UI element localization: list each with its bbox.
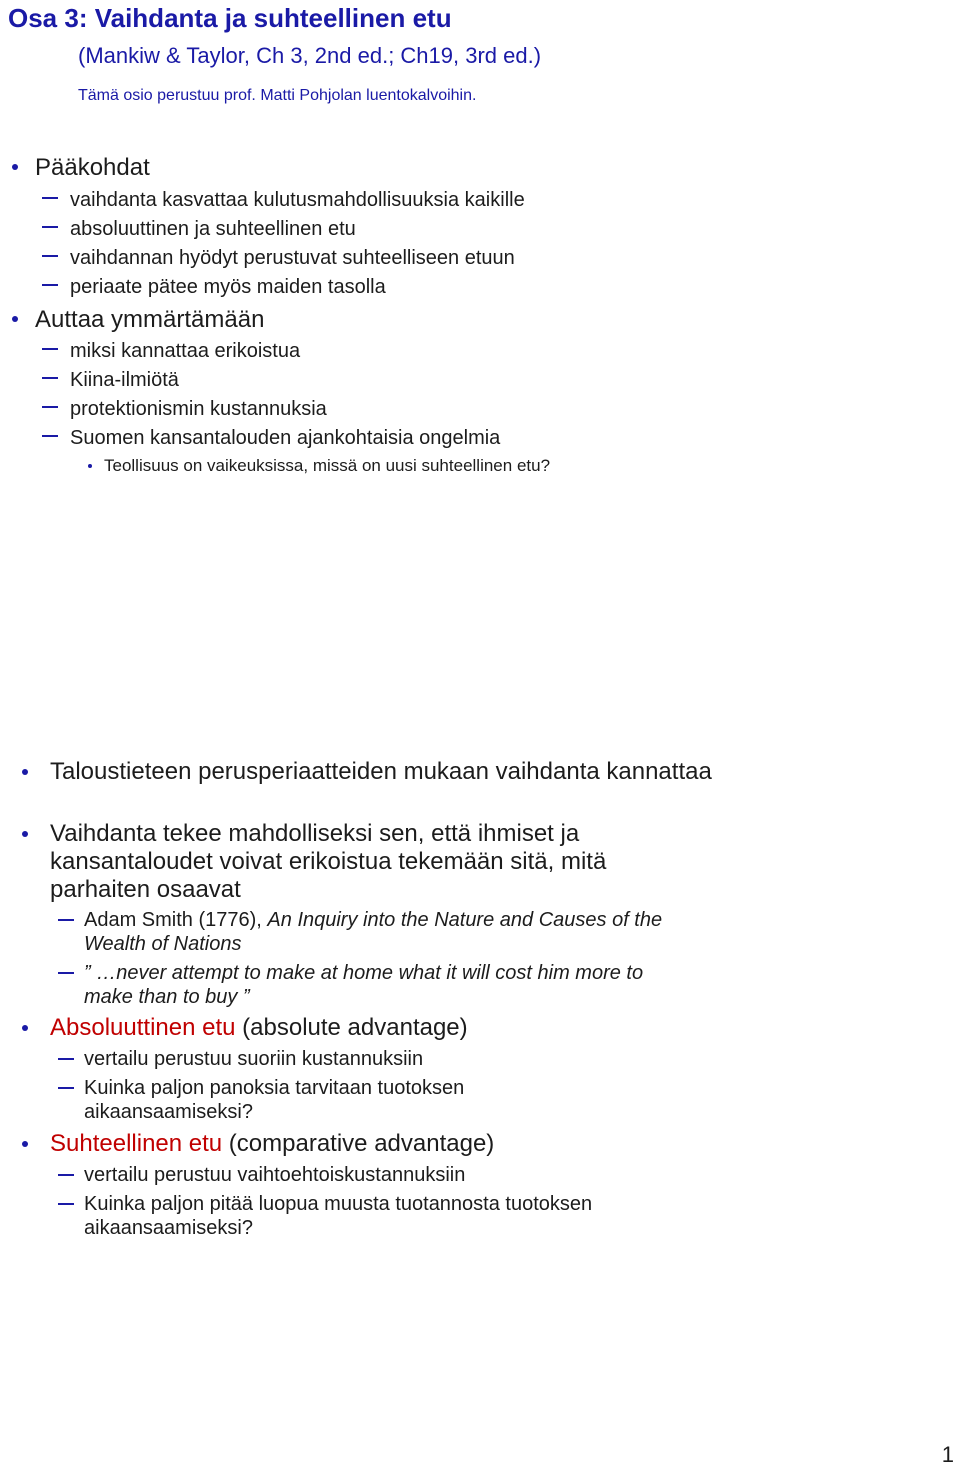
dash-icon [42, 197, 58, 199]
sub-item [58, 1047, 718, 1071]
dash-icon [42, 406, 58, 408]
dash-icon [42, 348, 58, 350]
dash-icon [58, 1058, 74, 1060]
bullet-vaihdanta [22, 820, 722, 904]
sub-sub-item-label: Teollisuus on vaikeuksissa, missä on uusi suhteellinen etu? [104, 456, 551, 475]
bullet-label: Auttaa ymmärtämään [35, 306, 265, 333]
bullet-paakohdat [12, 154, 150, 182]
slide-note: Tämä osio perustuu prof. Matti Pohjolan luentokalvoihin. [78, 87, 477, 104]
sub-item [42, 217, 356, 241]
page-number: 1 [941, 1442, 954, 1467]
bullet-dot-icon [22, 1025, 28, 1031]
dash-icon [42, 255, 58, 257]
sub-item-label: vaihdanta kasvattaa kulutusmahdollisuuksia kaikille [70, 189, 525, 211]
bullet-auttaa [12, 306, 264, 334]
sub-sub-item [88, 456, 550, 476]
dash-icon [58, 1203, 74, 1205]
sub-item-label: Kuinka paljon panoksia tarvitaan tuotoksen aikaansaamiseksi? [84, 1077, 465, 1123]
sub-item-quote [58, 961, 718, 1009]
bullet-dot-icon [22, 831, 28, 837]
sub-item [58, 1163, 718, 1187]
slide-subtitle: (Mankiw & Taylor, Ch 3, 2nd ed.; Ch19, 3rd ed.) [78, 43, 542, 68]
dash-icon [42, 435, 58, 437]
sub-item [58, 1076, 718, 1124]
sub-item [42, 397, 327, 421]
sub-item-label: vertailu perustuu suoriin kustannuksiin [84, 1048, 424, 1070]
bullet-label: Vaihdanta tekee mahdolliseksi sen, että ihmiset ja kansantaloudet voivat erikoistua tekemään sitä, mitä parhaiten osaavat [50, 820, 607, 903]
sub-item [42, 275, 386, 299]
sub-item [42, 426, 500, 450]
sub-item-label: Suomen kansantalouden ajankohtaisia ongelmia [70, 427, 501, 449]
dash-icon [58, 1174, 74, 1176]
sub-item [42, 339, 300, 363]
bullet-label [50, 1014, 742, 1042]
term-red: Absoluuttinen etu [50, 1014, 236, 1041]
term-red: Suhteellinen etu [50, 1130, 223, 1157]
sub-item-label: vaihdannan hyödyt perustuvat suhteelliseen etuun [70, 247, 515, 269]
sub-item [58, 1192, 718, 1240]
sub-item-label: absoluuttinen ja suhteellinen etu [70, 218, 356, 240]
slide-title: Osa 3: Vaihdanta ja suhteellinen etu [8, 3, 452, 33]
dash-icon [42, 284, 58, 286]
sub-item [42, 188, 525, 212]
citation-author: Adam Smith (1776), [84, 909, 268, 931]
bullet-label: Taloustieteen perusperiaatteiden mukaan vaihdanta kannattaa [50, 758, 712, 785]
dash-icon [42, 226, 58, 228]
bullet-dot-icon [22, 1141, 28, 1147]
bullet-dot-icon [22, 769, 28, 775]
sub-item [42, 246, 515, 270]
bullet-label: Pääkohdat [35, 154, 150, 181]
bullet-suhteellinen [22, 1130, 742, 1158]
term-translation: (absolute advantage) [235, 1014, 468, 1041]
sub-item-adam-smith [58, 908, 718, 956]
sub-item-label: protektionismin kustannuksia [70, 398, 327, 420]
sub-item-label: miksi kannattaa erikoistua [70, 340, 301, 362]
dash-icon [58, 919, 74, 921]
dash-icon [58, 1087, 74, 1089]
bullet-dot-icon [12, 316, 18, 322]
sub-item-label: periaate pätee myös maiden tasolla [70, 276, 386, 298]
sub-item-label [84, 908, 694, 956]
bullet-absoluuttinen [22, 1014, 742, 1042]
dash-icon [58, 972, 74, 974]
sub-item-label: vertailu perustuu vaihtoehtoiskustannuksiin [84, 1164, 466, 1186]
sub-item-label: Kiina-ilmiötä [70, 369, 179, 391]
bullet-dot-icon [12, 164, 18, 170]
dash-icon [42, 377, 58, 379]
small-bullet-dot-icon [88, 464, 92, 468]
term-translation: (comparative advantage) [222, 1130, 495, 1157]
sub-item-label: Kuinka paljon pitää luopua muusta tuotannosta tuotoksen aikaansaamiseksi? [84, 1193, 593, 1239]
bullet-label [50, 1130, 742, 1158]
sub-item-label: ” …never attempt to make at home what it will cost him more to make than to buy ” [84, 962, 644, 1008]
citation-title: An Inquiry into the Nature and Causes of the Wealth of Nations [84, 909, 663, 955]
bullet-taloustieteen [22, 758, 742, 786]
sub-item [42, 368, 179, 392]
